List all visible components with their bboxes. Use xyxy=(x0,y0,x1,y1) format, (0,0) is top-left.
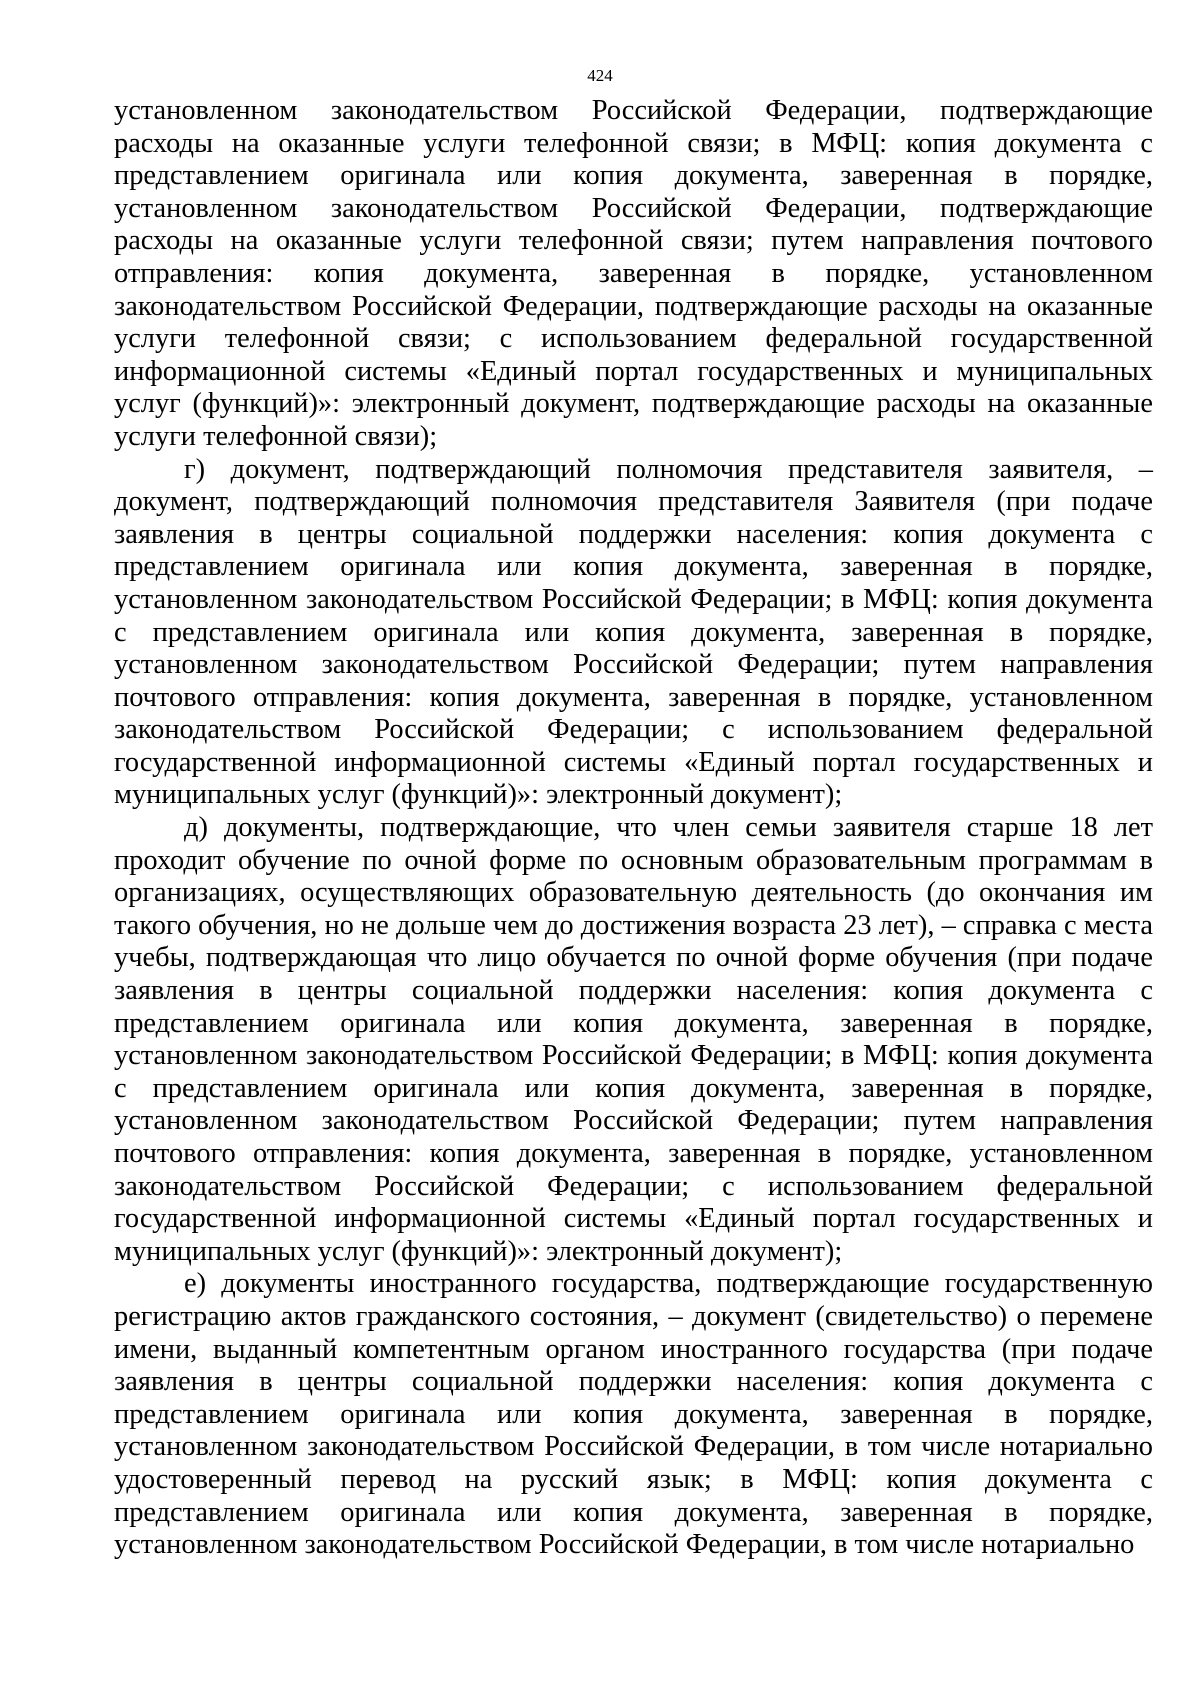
paragraph-item-e: е) документы иностранного государства, подтверждающие государственную регистрацию актов гражданского состояния, – документ (свидетельство) о перемене имени, выданный компетентным органом иностранного государства (при подаче заявления в центры социальной поддержки населения: копия документа с представлением оригинала или копия документа, заверенная в порядке, установленном законодательством Российской Федерации, в том числе нотариально удостоверенный перевод на русский язык; в МФЦ: копия документа с представлением оригинала или копия документа, заверенная в порядке, установленном законодательством Российской Федерации, в том числе нотариально xyxy=(114,1268,1153,1561)
page-number: 424 xyxy=(587,66,613,85)
document-body xyxy=(114,95,1153,1562)
paragraph-item-g: г) документ, подтверждающий полномочия представителя заявителя, – документ, подтверждающий полномочия представителя Заявителя (при подаче заявления в центры социальной поддержки населения: копия документа с представлением оригинала или копия документа, заверенная в порядке, установленном законодательством Российской Федерации; в МФЦ: копия документа с представлением оригинала или копия документа, заверенная в порядке, установленном законодательством Российской Федерации; путем направления почтового отправления: копия документа, заверенная в порядке, установленном законодательством Российской Федерации; с использованием федеральной государственной информационной системы «Единый портал государственных и муниципальных услуг (функций)»: электронный документ); xyxy=(114,453,1153,811)
paragraph-item-d: д) документы, подтверждающие, что член семьи заявителя старше 18 лет проходит обучение по очной форме по основным образовательным программам в организациях, осуществляющих образовательную деятельность (до окончания им такого обучения, но не дольше чем до достижения возраста 23 лет), – справка с места учебы, подтверждающая что лицо обучается по очной форме обучения (при подаче заявления в центры социальной поддержки населения: копия документа с представлением оригинала или копия документа, заверенная в порядке, установленном законодательством Российской Федерации; в МФЦ: копия документа с представлением оригинала или копия документа, заверенная в порядке, установленном законодательством Российской Федерации; путем направления почтового отправления: копия документа, заверенная в порядке, установленном законодательством Российской Федерации; с использованием федеральной государственной информационной системы «Единый портал государственных и муниципальных услуг (функций)»: электронный документ); xyxy=(114,812,1153,1267)
paragraph-continuation: установленном законодательством Российской Федерации, подтверждающие расходы на оказанные услуги телефонной связи; в МФЦ: копия документа с представлением оригинала или копия документа, заверенная в порядке, установленном законодательством Российской Федерации, подтверждающие расходы на оказанные услуги телефонной связи; путем направления почтового отправления: копия документа, заверенная в порядке, установленном законодательством Российской Федерации, подтверждающие расходы на оказанные услуги телефонной связи; с использованием федеральной государственной информационной системы «Единый портал государственных и муниципальных услуг (функций)»: электронный документ, подтверждающие расходы на оказанные услуги телефонной связи); xyxy=(114,95,1153,452)
